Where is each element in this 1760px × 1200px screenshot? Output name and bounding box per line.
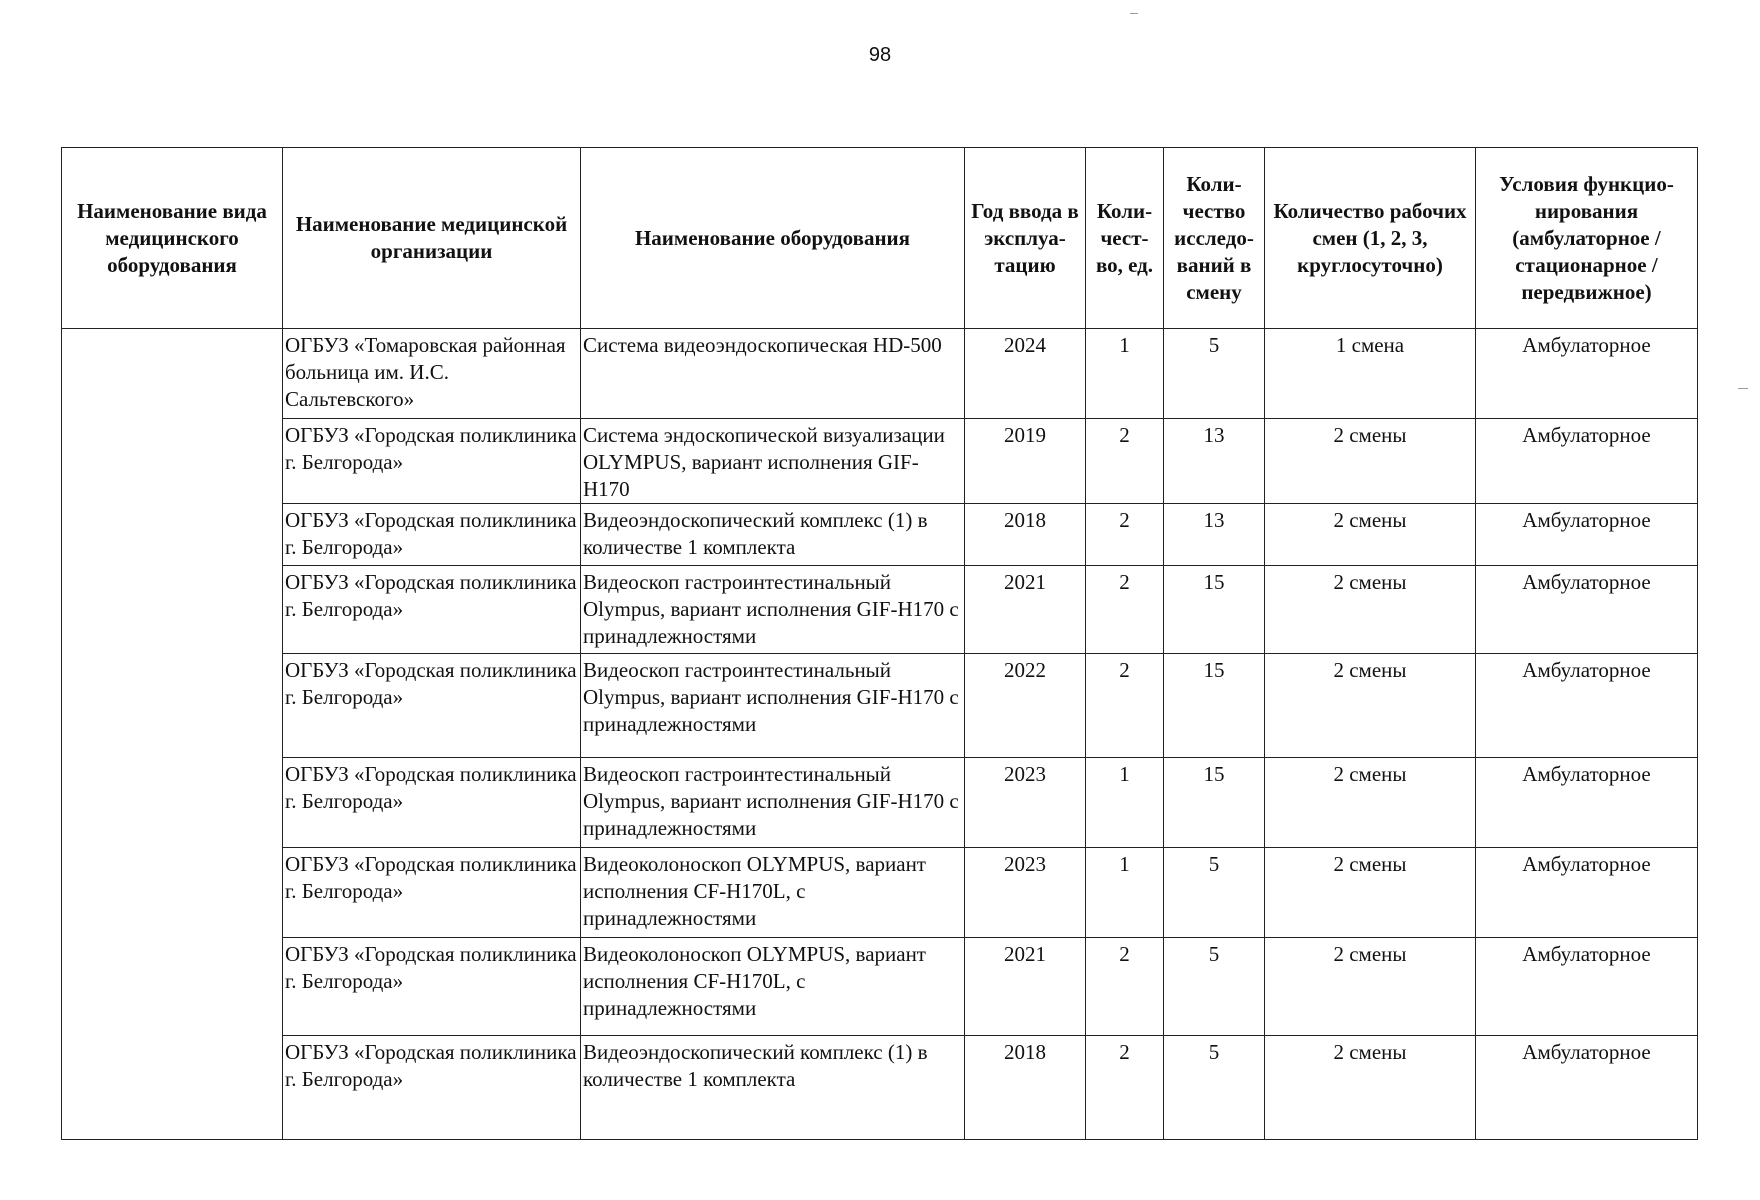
equipment-name-cell: Система видеоэндоскопическая HD-500 (581, 329, 965, 419)
equipment-name-cell: Видеоэндоскопический комплекс (1) в количестве 1 комплекта (581, 1036, 965, 1140)
equipment-name-cell: Видеоколоноскоп OLYMPUS, вариант исполнения CF-H170L, с принадлежностями (581, 938, 965, 1036)
shifts-cell: 1 смена (1265, 329, 1476, 419)
header-organization: Наименование медицинской организации (283, 148, 581, 329)
studies-per-shift-cell: 5 (1164, 938, 1265, 1036)
header-shifts: Количество рабочих смен (1, 2, 3, круглосуточно) (1265, 148, 1476, 329)
studies-per-shift-cell: 5 (1164, 329, 1265, 419)
shifts-cell: 2 смены (1265, 504, 1476, 566)
quantity-cell: 2 (1086, 654, 1164, 758)
shifts-cell: 2 смены (1265, 758, 1476, 848)
organization-cell: ОГБУЗ «Городская поликлиника г. Белгорода» (283, 758, 581, 848)
studies-per-shift-cell: 13 (1164, 504, 1265, 566)
year-cell: 2018 (965, 504, 1086, 566)
table-row (62, 848, 1698, 938)
table-row (62, 654, 1698, 758)
conditions-cell: Амбулаторное (1476, 848, 1698, 938)
equipment-name-cell: Система эндоскопической визуализации OLYMPUS, вариант исполнения GIF-H170 (581, 419, 965, 504)
table-row (62, 504, 1698, 566)
organization-cell: ОГБУЗ «Томаровская районная больница им. И.С. Сальтевского» (283, 329, 581, 419)
quantity-cell: 2 (1086, 566, 1164, 654)
organization-cell: ОГБУЗ «Городская поликлиника г. Белгорода» (283, 654, 581, 758)
year-cell: 2021 (965, 938, 1086, 1036)
organization-cell: ОГБУЗ «Городская поликлиника г. Белгорода» (283, 504, 581, 566)
equipment-name-cell: Видеоэндоскопический комплекс (1) в количестве 1 комплекта (581, 504, 965, 566)
quantity-cell: 1 (1086, 329, 1164, 419)
quantity-cell: 2 (1086, 419, 1164, 504)
table-row (62, 566, 1698, 654)
organization-cell: ОГБУЗ «Городская поликлиника г. Белгорода» (283, 566, 581, 654)
year-cell: 2024 (965, 329, 1086, 419)
year-cell: 2023 (965, 848, 1086, 938)
year-cell: 2018 (965, 1036, 1086, 1140)
studies-per-shift-cell: 15 (1164, 758, 1265, 848)
conditions-cell: Амбулаторное (1476, 566, 1698, 654)
year-cell: 2023 (965, 758, 1086, 848)
table-row (62, 1036, 1698, 1140)
equipment-type-cell (62, 329, 283, 1140)
conditions-cell: Амбулаторное (1476, 419, 1698, 504)
scan-artifact-mark (1738, 388, 1748, 389)
table-row (62, 329, 1698, 419)
year-cell: 2022 (965, 654, 1086, 758)
conditions-cell: Амбулаторное (1476, 1036, 1698, 1140)
header-equipment-name: Наименование оборудования (581, 148, 965, 329)
studies-per-shift-cell: 13 (1164, 419, 1265, 504)
shifts-cell: 2 смены (1265, 419, 1476, 504)
equipment-name-cell: Видеоколоноскоп OLYMPUS, вариант исполнения CF-H170L, с принадлежностями (581, 848, 965, 938)
conditions-cell: Амбулаторное (1476, 329, 1698, 419)
header-equipment-type: Наименование вида медицинского оборудования (62, 148, 283, 329)
header-row (62, 148, 1698, 329)
shifts-cell: 2 смены (1265, 566, 1476, 654)
studies-per-shift-cell: 5 (1164, 848, 1265, 938)
quantity-cell: 1 (1086, 848, 1164, 938)
page-number: 98 (868, 44, 892, 66)
quantity-cell: 2 (1086, 938, 1164, 1036)
shifts-cell: 2 смены (1265, 654, 1476, 758)
quantity-cell: 2 (1086, 1036, 1164, 1140)
header-year: Год ввода в эксплуа-тацию (965, 148, 1086, 329)
header-studies-per-shift: Коли-чество исследо-ваний в смену (1164, 148, 1265, 329)
conditions-cell: Амбулаторное (1476, 654, 1698, 758)
studies-per-shift-cell: 5 (1164, 1036, 1265, 1140)
equipment-name-cell: Видеоскоп гастроинтестинальный Olympus, вариант исполнения GIF-H170 с принадлежностями (581, 654, 965, 758)
organization-cell: ОГБУЗ «Городская поликлиника г. Белгорода» (283, 848, 581, 938)
scan-artifact-mark (1130, 13, 1138, 14)
conditions-cell: Амбулаторное (1476, 504, 1698, 566)
quantity-cell: 1 (1086, 758, 1164, 848)
table-row (62, 938, 1698, 1036)
equipment-table (61, 147, 1698, 1140)
studies-per-shift-cell: 15 (1164, 654, 1265, 758)
equipment-name-cell: Видеоскоп гастроинтестинальный Olympus, вариант исполнения GIF-H170 с принадлежностями (581, 566, 965, 654)
quantity-cell: 2 (1086, 504, 1164, 566)
shifts-cell: 2 смены (1265, 848, 1476, 938)
table-row (62, 758, 1698, 848)
header-conditions: Условия функцио-нирования (амбулаторное / стационарное / передвижное) (1476, 148, 1698, 329)
year-cell: 2021 (965, 566, 1086, 654)
organization-cell: ОГБУЗ «Городская поликлиника г. Белгорода» (283, 419, 581, 504)
conditions-cell: Амбулаторное (1476, 938, 1698, 1036)
organization-cell: ОГБУЗ «Городская поликлиника г. Белгорода» (283, 1036, 581, 1140)
header-quantity: Коли-чест-во, ед. (1086, 148, 1164, 329)
shifts-cell: 2 смены (1265, 1036, 1476, 1140)
equipment-name-cell: Видеоскоп гастроинтестинальный Olympus, вариант исполнения GIF-H170 с принадлежностями (581, 758, 965, 848)
year-cell: 2019 (965, 419, 1086, 504)
table-body (62, 329, 1698, 1140)
table-row (62, 419, 1698, 504)
shifts-cell: 2 смены (1265, 938, 1476, 1036)
studies-per-shift-cell: 15 (1164, 566, 1265, 654)
organization-cell: ОГБУЗ «Городская поликлиника г. Белгорода» (283, 938, 581, 1036)
conditions-cell: Амбулаторное (1476, 758, 1698, 848)
